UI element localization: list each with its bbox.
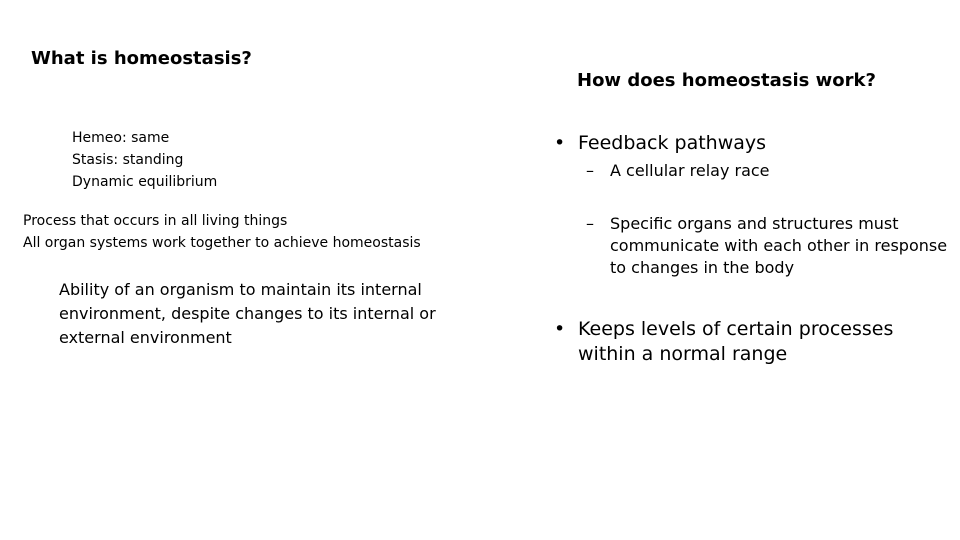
sub-bullet-text: A cellular relay race [610, 161, 770, 180]
definition-line: Ability of an organism to maintain its internal [59, 280, 422, 299]
sub-bullet-mark: – [586, 214, 594, 233]
process-line: Process that occurs in all living things [23, 213, 288, 229]
process-line: All organ systems work together to achieve homeostasis [23, 235, 421, 251]
bullet-mark: • [554, 132, 566, 154]
bullet-levels [554, 317, 893, 367]
sub-bullet-organs [586, 213, 947, 279]
bullet-mark: • [554, 318, 566, 340]
etymology-line: Dynamic equilibrium [72, 174, 218, 190]
etymology-block [72, 127, 217, 193]
definition-block [59, 278, 436, 350]
definition-line: environment, despite changes to its internal or [59, 304, 436, 323]
bullet-line: Keeps levels of certain processes [578, 318, 894, 340]
process-block [23, 210, 421, 254]
bullet-line: within a normal range [578, 343, 788, 365]
left-title: What is homeostasis? [31, 48, 252, 69]
sub-bullet-line: Specific organs and structures must [610, 214, 899, 233]
sub-bullet-text [610, 213, 947, 279]
sub-bullet-relay [586, 160, 770, 182]
sub-bullet-line: to changes in the body [610, 258, 795, 277]
sub-bullet-mark: – [586, 161, 594, 180]
bullet-text [578, 317, 893, 367]
sub-bullet-line: communicate with each other in response [610, 236, 948, 255]
etymology-line: Hemeo: same [72, 130, 170, 146]
definition-line: external environment [59, 328, 232, 347]
bullet-text: Feedback pathways [578, 132, 767, 154]
right-title: How does homeostasis work? [577, 70, 876, 91]
bullet-feedback [554, 131, 766, 156]
etymology-line: Stasis: standing [72, 152, 184, 168]
